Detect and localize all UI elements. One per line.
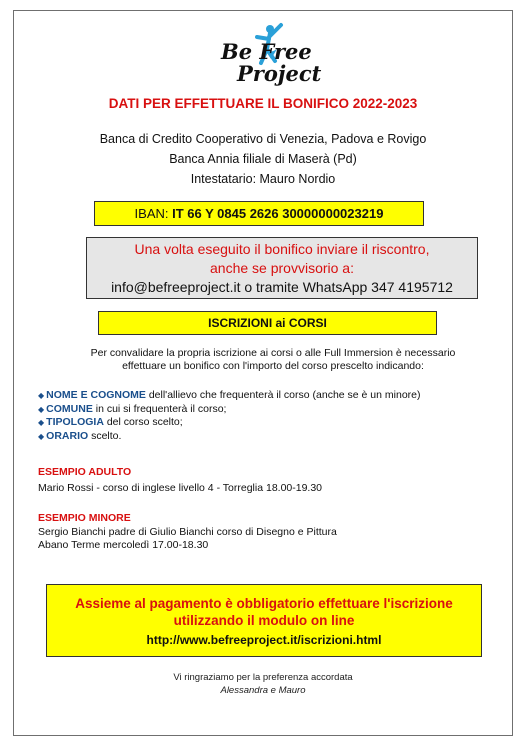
notice-line-2: anche se provvisorio a: (210, 260, 354, 276)
iscrizioni-heading: ISCRIZIONI ai CORSI (98, 311, 437, 335)
logo-line-2: Project (237, 61, 322, 86)
diamond-bullet-icon: ◆ (38, 418, 45, 427)
example-minor-title: ESEMPIO MINORE (38, 512, 131, 524)
be-free-project-logo (219, 19, 329, 89)
diamond-bullet-icon: ◆ (38, 431, 45, 441)
intro-line-2: effettuare un bonifico con l'importo del corso prescelto indicando: (122, 360, 424, 372)
page-title: DATI PER EFFETTUARE IL BONIFICO 2022-2023 (108, 96, 418, 111)
notice-box (86, 237, 478, 299)
footer (14, 671, 512, 697)
list-item: ◆ ORARIO scelto. (38, 429, 122, 442)
example-minor-line-2: Abano Terme mercoledì 17.00-18.30 (38, 539, 209, 551)
example-minor-line-1: Sergio Bianchi padre di Giulio Bianchi corso di Disegno e Pittura (38, 526, 337, 538)
diamond-bullet-icon: ◆ (38, 404, 45, 414)
bank-name: Banca di Credito Cooperativo di Venezia, Padova e Rovigo (99, 132, 427, 146)
payment-box (46, 584, 482, 657)
list-item: ◆ COMUNE in cui si frequenterà il corso; (38, 402, 227, 415)
flyer-page (13, 10, 513, 736)
footer-thanks: Vi ringraziamo per la preferenza accordata (173, 672, 353, 683)
notice-line-1: Una volta eseguito il bonifico inviare il riscontro, (134, 241, 430, 257)
required-info-list (38, 389, 421, 443)
logo-line-1: Be Free (221, 39, 312, 64)
account-holder: Intestatario: Mauro Nordio (190, 172, 336, 186)
iban-box (94, 201, 424, 226)
example-minor (38, 512, 337, 552)
footer-signature: Alessandra e Mauro (220, 685, 306, 696)
registration-link[interactable]: http://www.befreeproject.it/iscrizioni.html (146, 633, 382, 647)
iban-label: IBAN: (134, 206, 173, 221)
example-adult-text: Mario Rossi - corso di inglese livello 4 - Torreglia 18.00-19.30 (38, 482, 323, 494)
payment-line-2: utilizzando il modulo on line (173, 613, 355, 628)
payment-line-1: Assieme al pagamento è obbligatorio effettuare l'iscrizione (75, 596, 453, 611)
list-item: ◆ TIPOLOGIA del corso scelto; (38, 416, 183, 428)
list-item: ◆ NOME E COGNOME dell'allievo che frequenterà il corso (anche se è un minore) (38, 389, 421, 401)
intro-line-1: Per convalidare la propria iscrizione ai corsi o alle Full Immersion è necessario (90, 347, 456, 359)
diamond-bullet-icon: ◆ (38, 391, 45, 400)
intro-text (38, 347, 508, 373)
bank-details (14, 129, 512, 189)
iban-value: IT 66 Y 0845 2626 30000000023219 (172, 206, 384, 221)
example-adult-title: ESEMPIO ADULTO (38, 466, 132, 478)
bank-branch: Banca Annia filiale di Maserà (Pd) (169, 152, 357, 166)
example-adult (38, 466, 322, 495)
notice-contact: info@befreeproject.it o tramite WhatsApp 347 4195712 (111, 279, 453, 295)
